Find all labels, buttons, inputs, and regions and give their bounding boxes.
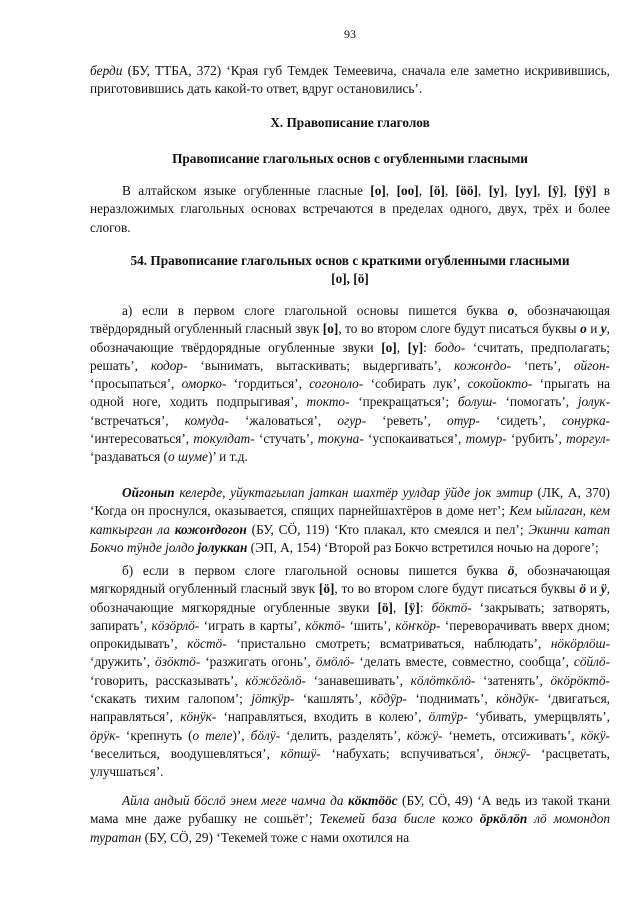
page-number: 93	[344, 27, 356, 41]
intro-paragraph: В алтайском языке огубленные гласные [о], [оо], [ö], [öö], [у], [уу], [ӱ], [ӱӱ] в неразложимых глагольных основах встречаются в пределах одного, двух, трёх и более слогов.	[90, 183, 611, 235]
heading-54: 54. Правописание глагольных основ с краткими огубленными гласными [о], [ö]	[130, 253, 570, 287]
paragraph-b: б) если в первом слоге глагольной основы пишется буква ö, обозначающая мягкорядный огубленный гласный звук [ö], то во втором слоге будут писаться буквы ö и ӱ, обозначающие мягкорядные огубленные звуки [ö], [ӱ]: бöктö- ‘закрывать; затворять, запирать’, кöзöрлö- ‘играть в карты’, кöктö- ‘шить’, кöҥкöр- ‘переворачивать вверх дном; опрокидывать’, кöстö- ‘пристально смотреть; всматриваться, наблюдать’, нöкöрлöш- ‘дружить’, öзöктö- ‘разжигать огонь’, öмöлö- ‘делать вместе, совместно, сообща’, сöйлö- ‘говорить, рассказывать’, кöжöгöлö- ‘занавешивать’, кöлöткöлö- ‘затенять’, öкöрöктö- ‘скакать тихим галопом’; јöткӱр- ‘кашлять’, кöдӱр- ‘поднимать’, кöндӱк- ‘двигаться, направляться’, кöнӱк- ‘направляться, входить в колею’, öлтӱр- ‘убивать, умерщвлять’, öрӱк- ‘крепнуть (о теле)’, бöлӱ- ‘делить, разделять’, кöжӱ- ‘неметь, отсиживать’, кöкӱ- ‘веселиться, воодушевляться’, кöпшӱ- ‘набухать; вспучиваться’, öнжӱ- ‘расцветать, улучшаться’.	[90, 563, 611, 780]
paragraph-a-example: Ойгонып келерде, уйуктагылап јаткан шахтёр уулдар ӱйде јок эмтир (ЛК, А, 370) ‘Когда он проснулся, оказывается, спящих парнейшахтёров в доме нет’; Кем ыйлаган, кем каткырган ла кожоҥдогон (БУ, СÖ, 119) ‘Кто плакал, кто смеялся и пел’; Экинчи катап Бокчо тӱнде јолдо јолуккан (ЭП, А, 154) ‘Второй раз Бокчо встретился ночью на дороге’;	[90, 485, 611, 555]
paragraph-a: а) если в первом слоге глагольной основы пишется буква о, обозначающая твёрдорядный огубленный гласный звук [о], то во втором слоге будут писаться буквы о и у, обозначающие твёрдорядные огубленные звуки [о], [у]: бодо- ‘считать, предполагать; решать’, кодор- ‘вынимать, вытаскивать; выдергивать’, кожоҥдо- ‘петь’, ойгон- ‘просыпаться’, оморко- ‘гордиться’, согоноло- ‘собирать лук’, сокойокто- ‘прыгать на одной ноге, ходить подпрыгивая’, токто- ‘прекращаться’; болуш- ‘помогать’, јолук- ‘встречаться’, комуда- ‘жаловаться’, огур- ‘реветь’, отур- ‘сидеть’, сонурка- ‘интересоваться’, токулдат- ‘стучать’, токуна- ‘успокаиваться’, томур- ‘рубить’, торгул- ‘раздаваться (о шуме)’ и т.д.	[90, 303, 611, 465]
top-fragment: берди (БУ, ТТБА, 372) ‘Края губ Темдек Темеевича, сначала еле заметно искривившись, приготовившись дать какой-то ответ, вдруг остановились’.	[90, 63, 610, 97]
paragraph-b-example: Айла андый бöслö энем меге чамча да кöктööс (БУ, СÖ, 49) ‘А ведь из такой ткани мама мне даже рубашку не сошьёт’; Текемей база бисле кожо öркöлöп лö момондоп туратан (БУ, СÖ, 29) ‘Текемей тоже с нами охотился на	[90, 793, 610, 845]
subsection-title: Правописание глагольных основ с огубленными гласными	[172, 151, 528, 166]
section-title: X. Правописание глаголов	[270, 115, 430, 130]
